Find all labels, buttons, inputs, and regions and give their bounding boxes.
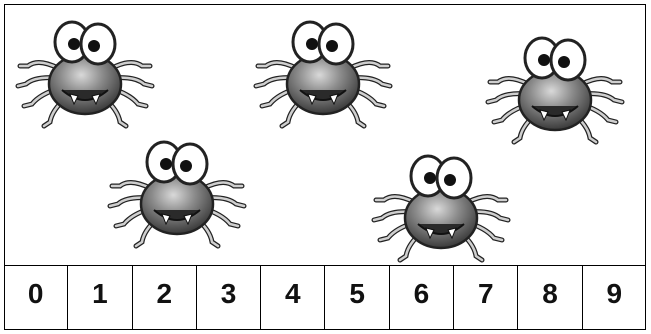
spider-icon (248, 6, 398, 136)
number-cell-9[interactable]: 9 (606, 277, 623, 309)
number-cell-3[interactable]: 3 (197, 266, 261, 329)
number-cell-2[interactable]: 2 (133, 266, 197, 329)
number-cell-1[interactable]: 1 (68, 266, 132, 329)
spider-icon (102, 126, 252, 256)
number-cell-4[interactable]: 4 (261, 266, 325, 329)
number-line (4, 265, 646, 330)
number-cell-7[interactable]: 7 (454, 266, 518, 329)
number-cell-6[interactable]: 6 (390, 266, 454, 329)
spider-icon (480, 22, 630, 152)
number-cell-5[interactable]: 5 (325, 266, 389, 329)
number-cell-0[interactable]: 0 (4, 266, 68, 329)
number-cell-8[interactable]: 8 (518, 266, 582, 329)
spider-icon (366, 140, 516, 270)
spider-icon (10, 6, 160, 136)
